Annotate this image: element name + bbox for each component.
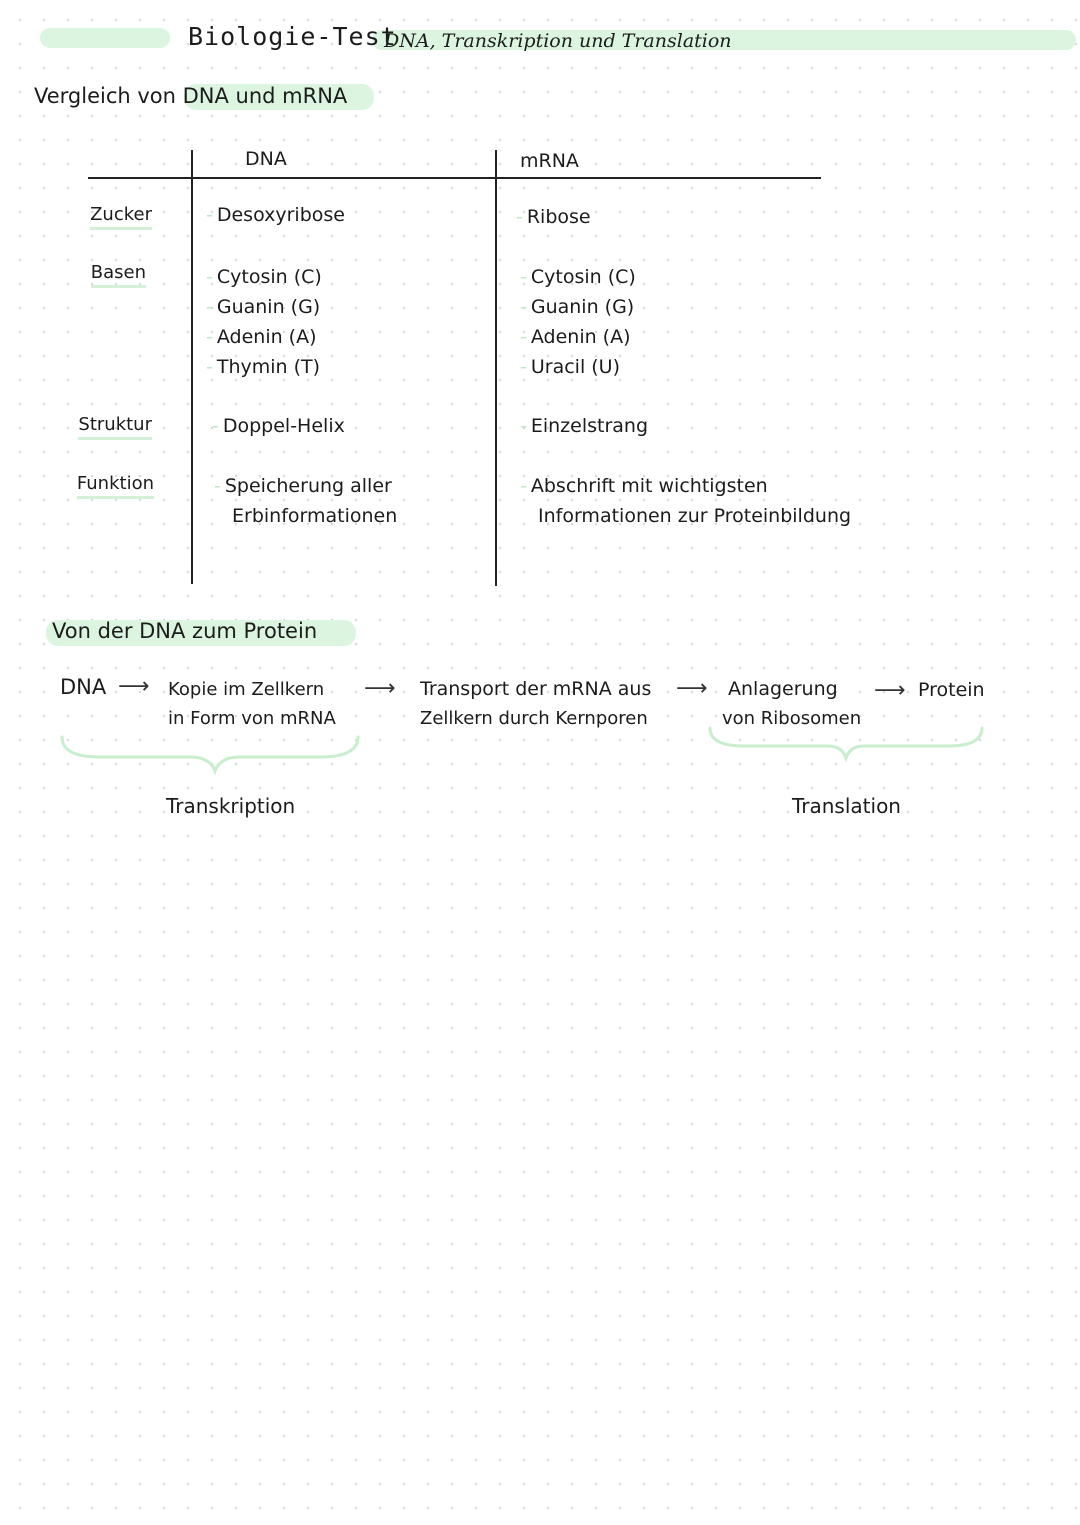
comparison-heading: Vergleich von DNA und mRNA bbox=[34, 84, 348, 108]
dna-struktur-cell: - Doppel-Helix bbox=[212, 415, 345, 437]
process-start: DNA bbox=[60, 675, 107, 699]
page-title: Biologie-Test bbox=[188, 22, 397, 51]
bullet-dash: - bbox=[520, 266, 527, 288]
arrow-right-icon: ⟶ bbox=[874, 678, 906, 703]
bullet-dash: - bbox=[520, 415, 527, 437]
dna-zucker-cell: - Desoxyribose bbox=[206, 204, 345, 226]
table-header-rule bbox=[88, 177, 821, 179]
transcription-label: Transkription bbox=[166, 794, 296, 818]
translation-brace-icon bbox=[708, 726, 984, 762]
table-divider-left bbox=[191, 150, 193, 584]
bullet-dash: - bbox=[206, 266, 213, 288]
arrow-right-icon: ⟶ bbox=[676, 676, 708, 701]
page-subtitle: DNA, Transkription und Translation bbox=[384, 30, 732, 52]
table-divider-right bbox=[495, 150, 497, 586]
mrna-funktion-line2: Informationen zur Proteinbildung bbox=[538, 505, 852, 527]
process-step-1-line1: Kopie im Zellkern bbox=[168, 679, 325, 700]
process-step-1 bbox=[168, 675, 336, 733]
bullet-dash: - bbox=[206, 326, 213, 348]
arrow-right-icon: ⟶ bbox=[364, 676, 396, 701]
dna-basen-cell: - Cytosin (C) - Guanin (G) - Adenin (A) - Thymin (T) bbox=[206, 266, 322, 378]
bullet-dash: - bbox=[214, 475, 221, 497]
transcription-brace-icon bbox=[60, 735, 360, 775]
mrna-funktion-cell: - Abschrift mit wichtigsten Informationen zur Proteinbildung bbox=[520, 471, 851, 531]
row-label-struktur: Struktur bbox=[32, 414, 152, 435]
dna-funktion-line2: Erbinformationen bbox=[232, 505, 398, 527]
process-step-3-line2: von Ribosomen bbox=[722, 708, 862, 729]
process-step-2-line1: Transport der mRNA aus bbox=[420, 678, 652, 700]
bullet-dash: - bbox=[516, 206, 523, 228]
arrow-right-icon: ⟶ bbox=[118, 674, 150, 699]
bullet-dash: - bbox=[520, 326, 527, 348]
process-step-2 bbox=[420, 675, 651, 733]
process-step-3-line1: Anlagerung bbox=[728, 678, 838, 700]
bullet-dash: - bbox=[206, 204, 213, 226]
bullet-dash: - bbox=[206, 296, 213, 318]
bullet-dash: - bbox=[520, 296, 527, 318]
bullet-dash: - bbox=[520, 475, 527, 497]
bullet-dash: - bbox=[212, 415, 219, 437]
row-label-basen: Basen bbox=[26, 262, 146, 283]
process-heading: Von der DNA zum Protein bbox=[52, 619, 318, 643]
translation-label: Translation bbox=[792, 794, 901, 818]
row-label-funktion: Funktion bbox=[34, 473, 154, 494]
mrna-zucker-cell: - Ribose bbox=[516, 206, 591, 228]
row-label-zucker: Zucker bbox=[32, 204, 152, 225]
mrna-basen-cell: - Cytosin (C) - Guanin (G) - Adenin (A) - Uracil (U) bbox=[520, 266, 636, 378]
column-header-mrna: mRNA bbox=[520, 150, 579, 172]
process-end: Protein bbox=[918, 679, 985, 701]
process-step-1-line2: in Form von mRNA bbox=[168, 708, 336, 729]
process-step-2-line2: Zellkern durch Kernporen bbox=[420, 708, 648, 729]
dna-funktion-cell: - Speicherung aller Erbinformationen bbox=[214, 471, 397, 531]
bullet-dash: - bbox=[520, 356, 527, 378]
bullet-dash: - bbox=[206, 356, 213, 378]
column-header-dna: DNA bbox=[245, 148, 287, 170]
process-step-3 bbox=[722, 675, 861, 733]
title-highlight-left bbox=[40, 28, 170, 48]
mrna-struktur-cell: - Einzelstrang bbox=[520, 415, 649, 437]
